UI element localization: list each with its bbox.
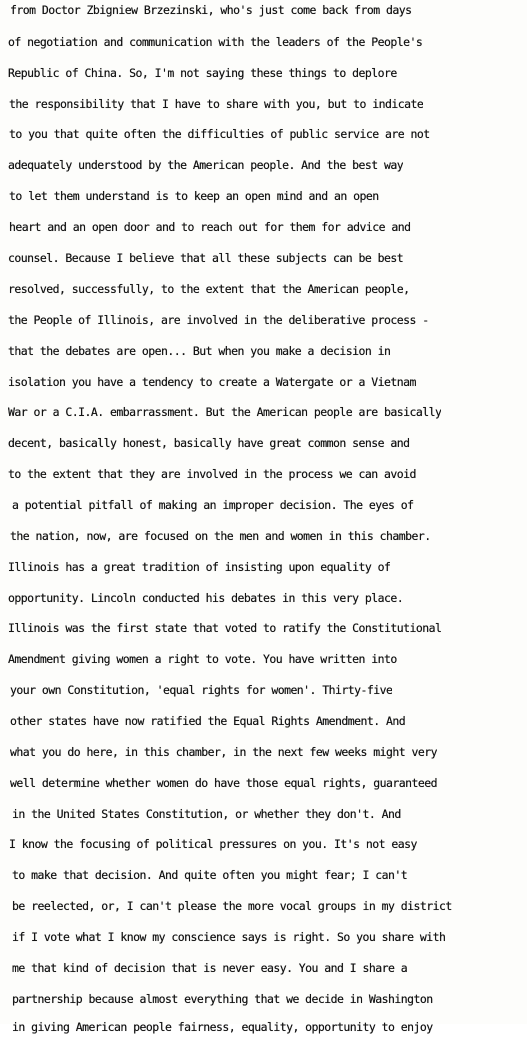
text-line: if I vote what I know my conscience says is right. So you share with [12, 930, 446, 944]
text-line: be reelected, or, I can't please the more vocal groups in my district [12, 899, 452, 913]
text-line: what you do here, in this chamber, in the next few weeks might very [10, 745, 438, 759]
text-line: the nation, now, are focused on the men and women in this chamber. [10, 529, 431, 543]
text-line: Amendment giving women a right to vote. You have written into [8, 652, 397, 666]
text-line: the responsibility that I have to share with you, but to indicate [9, 97, 424, 111]
text-line: other states have now ratified the Equal Rights Amendment. And [10, 714, 406, 728]
text-line: isolation you have a tendency to create a Watergate or a Vietnam [8, 375, 416, 389]
text-line: in giving American people fairness, equality, opportunity to enjoy [12, 1020, 433, 1034]
text-line: opportunity. Lincoln conducted his debates in this very place. [8, 591, 404, 605]
text-line: decent, basically honest, basically have great common sense and [8, 436, 410, 450]
text-line: in the United States Constitution, or whether they don't. And [12, 807, 401, 821]
text-line: well determine whether women do have those equal rights, guaranteed [10, 776, 438, 790]
text-line: to make that decision. And quite often you might fear; I can't [12, 868, 408, 882]
text-line: heart and an open door and to reach out for them for advice and [9, 220, 411, 234]
text-line: to you that quite often the difficulties of public service are not [9, 127, 430, 141]
text-line: the People of Illinois, are involved in the deliberative process - [8, 313, 429, 327]
text-line: adequately understood by the American people. And the best way [8, 158, 404, 172]
text-line: your own Constitution, 'equal rights for women'. Thirty-five [10, 683, 393, 697]
text-line: Republic of China. So, I'm not saying these things to deplore [8, 66, 397, 80]
text-line: me that kind of decision that is never easy. You and I share a [12, 961, 408, 975]
text-line: resolved, successfully, to the extent that the American people, [8, 282, 410, 296]
text-line: that the debates are open... But when you make a decision in [8, 344, 391, 358]
text-line: to the extent that they are involved in the process we can avoid [8, 467, 416, 481]
text-line: from Doctor Zbigniew Brzezinski, who's just come back from days [10, 3, 412, 17]
text-line: Illinois was the first state that voted to ratify the Constitutional [8, 621, 442, 635]
text-line: partnership because almost everything that we decide in Washington [12, 992, 433, 1006]
text-line: counsel. Because I believe that all these subjects can be best [8, 251, 404, 265]
text-line: of negotiation and communication with the leaders of the People's [8, 35, 423, 49]
text-line: to let them understand is to keep an open mind and an open [9, 189, 379, 203]
text-line: I know the focusing of political pressures on you. It's not easy [9, 837, 417, 851]
text-line: War or a C.I.A. embarrassment. But the American people are basically [8, 405, 442, 419]
text-line: a potential pitfall of making an improper decision. The eyes of [12, 498, 414, 512]
text-line: Illinois has a great tradition of insisting upon equality of [8, 560, 391, 574]
